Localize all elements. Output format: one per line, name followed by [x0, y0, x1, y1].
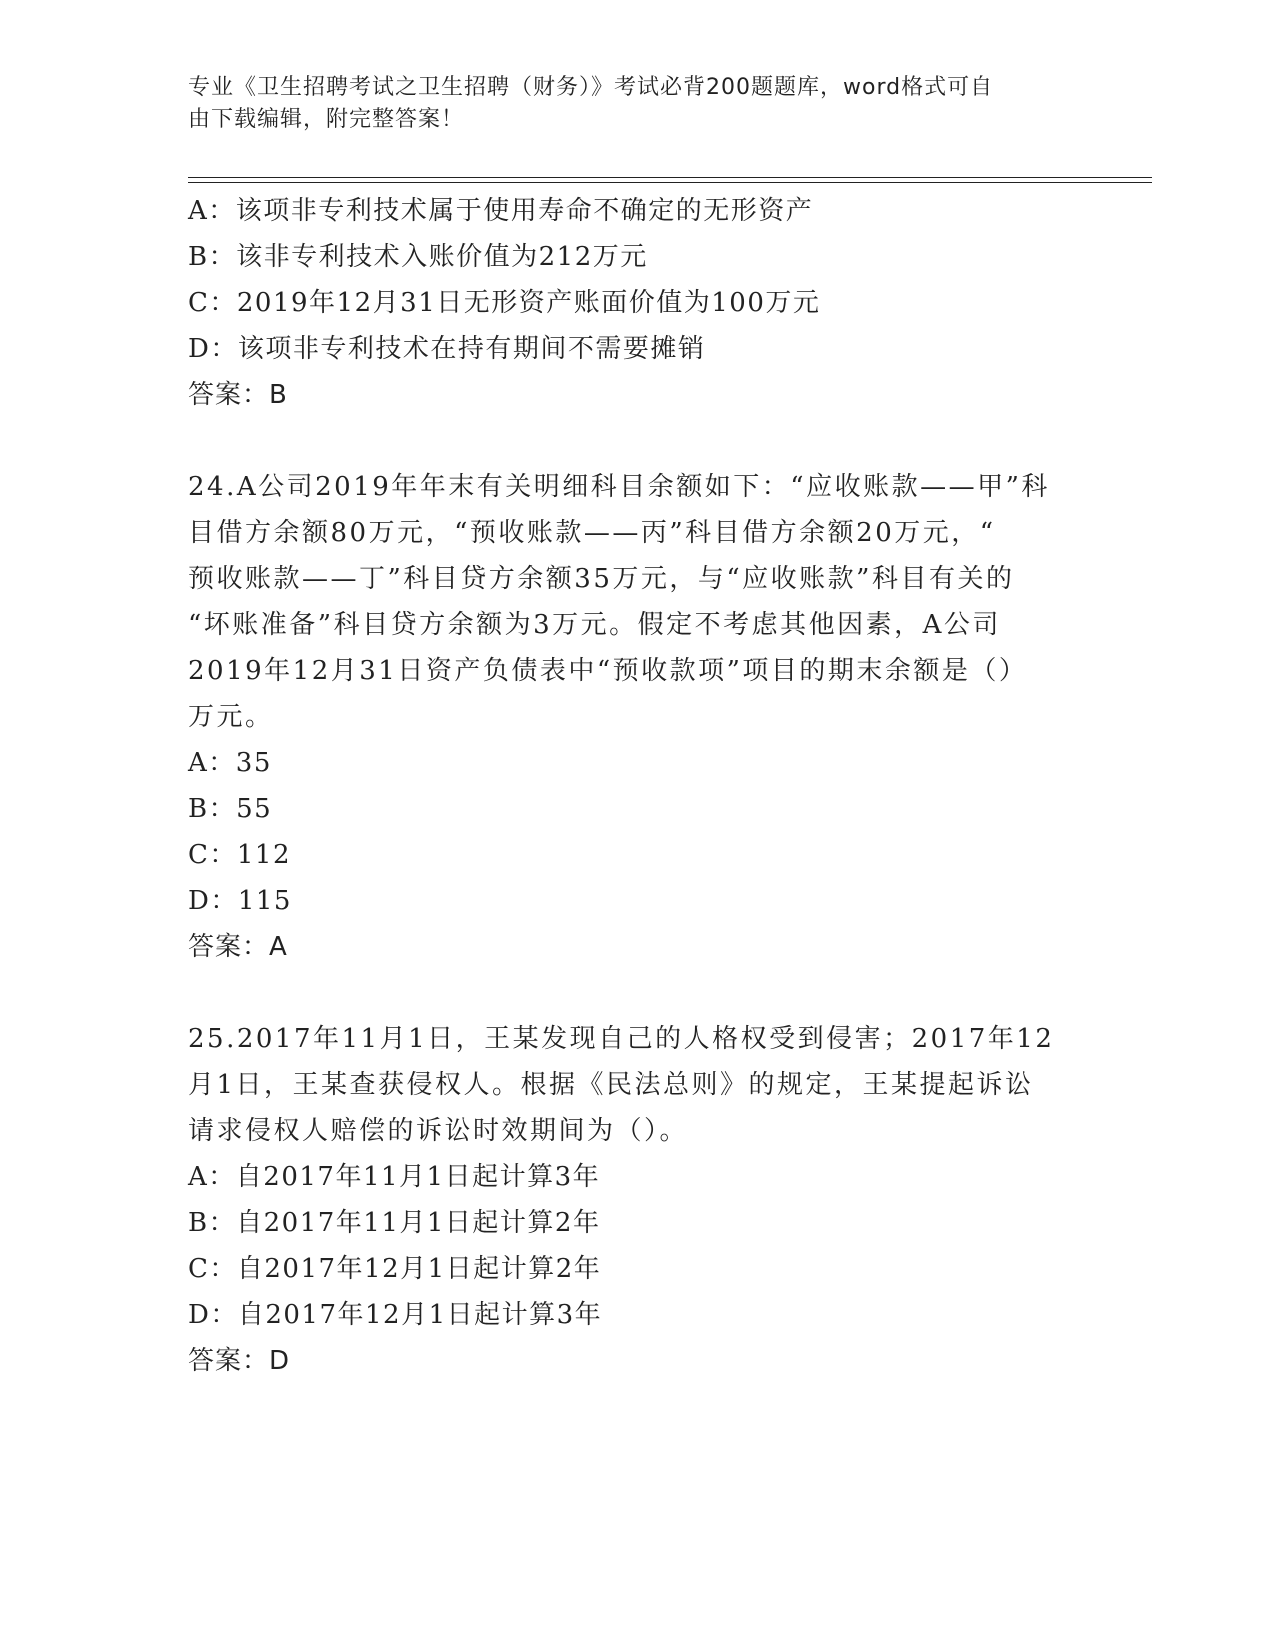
answer-line: 答案：D — [188, 1346, 291, 1376]
spacer — [188, 418, 1088, 464]
question-23 — [188, 188, 1088, 418]
stem-line: 2019年12月31日资产负债表中“预收款项”项目的期末余额是（） — [188, 656, 1028, 686]
option-d: D：该项非专利技术在持有期间不需要摊销 — [188, 334, 706, 364]
stem-line: 月1日，王某查获侵权人。根据《民法总则》的规定，王某提起诉讼 — [188, 1070, 1034, 1100]
question-stem — [188, 1016, 1088, 1154]
option-b: B：该非专利技术入账价值为212万元 — [188, 242, 648, 272]
stem-line: 请求侵权人赔偿的诉讼时效期间为（）。 — [188, 1116, 689, 1146]
option-d: D：自2017年12月1日起计算3年 — [188, 1300, 603, 1330]
stem-line: “坏账准备”科目贷方余额为3万元。假定不考虑其他因素，A公司 — [188, 610, 1001, 640]
stem-line: 预收账款——丁”科目贷方余额35万元，与“应收账款”科目有关的 — [188, 564, 1015, 594]
stem-line: 目借方余额80万元，“预收账款——丙”科目借方余额20万元，“ — [188, 518, 996, 548]
stem-line: 24.A公司2019年年末有关明细科目余额如下：“应收账款——甲”科 — [188, 472, 1050, 502]
question-stem — [188, 464, 1088, 740]
header-line-2: 由下载编辑，附完整答案！ — [188, 107, 465, 132]
question-25 — [188, 1016, 1088, 1384]
header-divider-top — [188, 177, 1152, 178]
header-divider-bottom — [188, 182, 1152, 183]
option-b: B：55 — [188, 794, 273, 824]
header-line-1: 专业《卫生招聘考试之卫生招聘（财务）》考试必背200题题库，word格式可自 — [188, 75, 994, 100]
stem-line: 万元。 — [188, 702, 274, 732]
option-b: B：自2017年11月1日起计算2年 — [188, 1208, 601, 1238]
option-c: C：自2017年12月1日起计算2年 — [188, 1254, 602, 1284]
stem-line: 25.2017年11月1日，王某发现自己的人格权受到侵害；2017年12 — [188, 1024, 1055, 1054]
spacer — [188, 970, 1088, 1016]
question-24 — [188, 464, 1088, 970]
option-a: A：35 — [188, 748, 272, 778]
document-body — [188, 188, 1088, 1384]
answer-line: 答案：A — [188, 932, 288, 962]
option-c: C：112 — [188, 840, 292, 870]
option-d: D：115 — [188, 886, 292, 916]
option-c: C：2019年12月31日无形资产账面价值为100万元 — [188, 288, 821, 318]
option-a: A：该项非专利技术属于使用寿命不确定的无形资产 — [188, 196, 814, 226]
answer-line: 答案：B — [188, 380, 288, 410]
document-header — [188, 72, 1068, 136]
option-a: A：自2017年11月1日起计算3年 — [188, 1162, 601, 1192]
